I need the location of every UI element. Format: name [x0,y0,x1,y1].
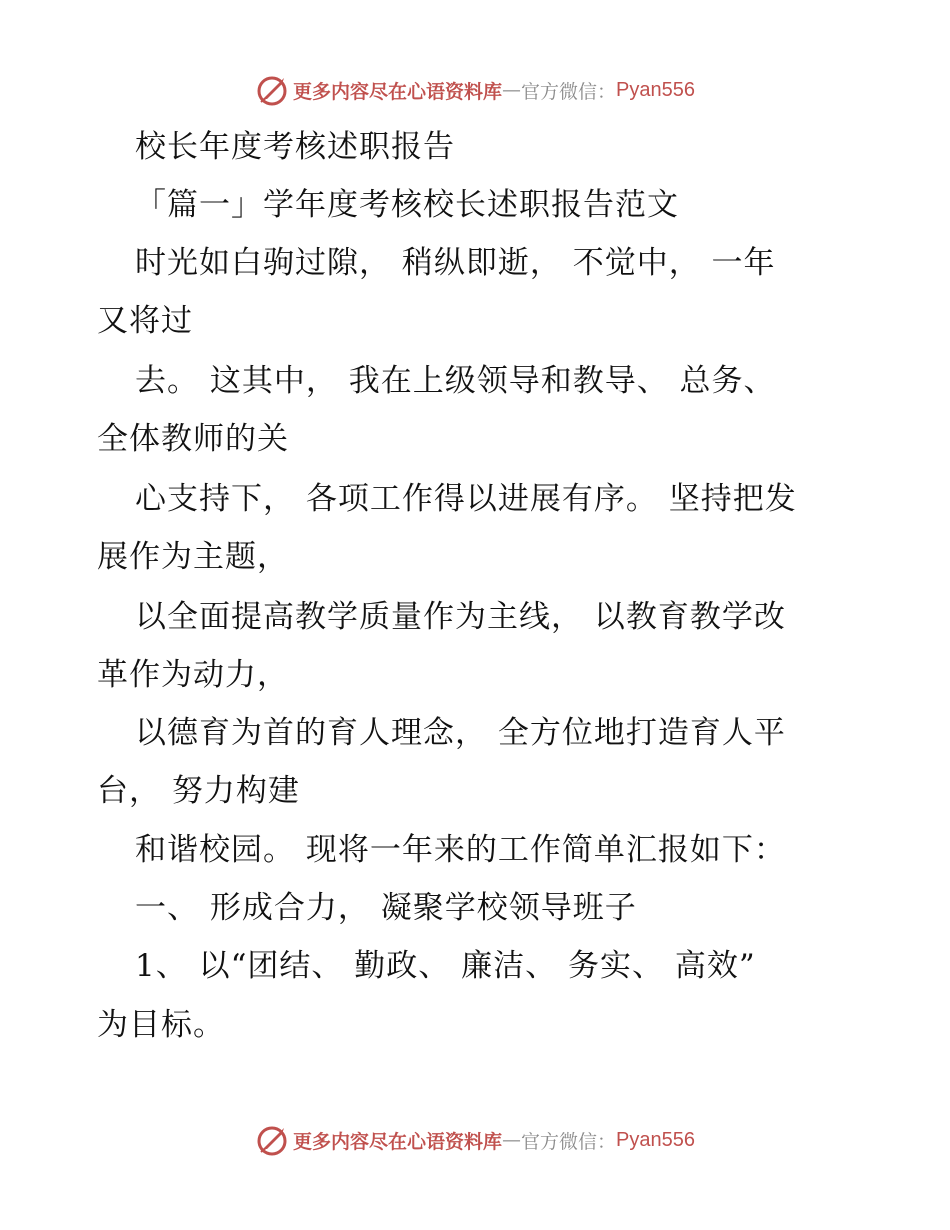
watermark-text: 更多内容尽在心语资料库 [293,1130,503,1153]
watermark-text: 更多内容尽在心语资料库 [293,80,503,103]
footer-watermark [0,1120,950,1160]
quill-logo-icon [255,73,289,107]
watermark-label: 官方微信： [521,1130,617,1153]
text-line: 全体教师的关 [97,421,289,457]
text-line: 台， 努力构建 [97,773,300,809]
text-line: 时光如白驹过隙， 稍纵即逝， 不觉中， 一年 [135,245,776,281]
text-line: 去。 这其中， 我在上级领导和教导、 总务、 [135,363,776,399]
text-line: 又将过 [97,303,193,339]
header-watermark [0,70,950,110]
text-line: 心支持下， 各项工作得以进展有序。 坚持把发 [135,481,797,517]
text-line: 展作为主题， [97,539,289,575]
watermark-dash: — [502,1129,522,1151]
section-heading: 「篇一」学年度考核校长述职报告范文 [135,187,679,223]
text-line: 为目标。 [97,1007,225,1043]
text-line: 1、 以“团结、 勤政、 廉洁、 务实、 高效” [135,948,756,984]
text-line: 革作为动力， [97,657,289,693]
text-line: 以德育为首的育人理念， 全方位地打造育人平 [135,715,786,751]
watermark-dash: — [502,79,522,101]
subsection-heading: 一、 形成合力， 凝聚学校领导班子 [135,890,637,926]
text-line: 和谐校园。 现将一年来的工作简单汇报如下： [135,832,786,868]
quill-logo-icon [255,1123,289,1157]
text-line: 以全面提高教学质量作为主线， 以教育教学改 [135,599,786,635]
watermark-label: 官方微信： [521,80,617,103]
watermark-id: Pyan556 [616,78,695,101]
watermark-id: Pyan556 [616,1128,695,1151]
document-title: 校长年度考核述职报告 [135,129,455,165]
